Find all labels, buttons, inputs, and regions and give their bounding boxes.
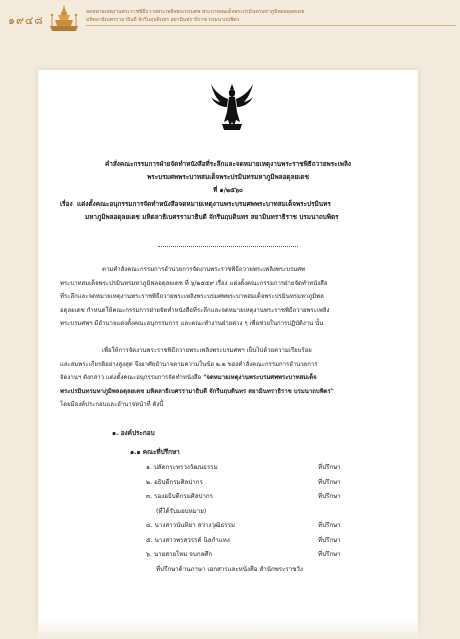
subject-block xyxy=(60,198,400,224)
book-title-quote: "จดหมายเหตุงานพระบรมศพพระบาทสมเด็จ xyxy=(201,374,317,381)
list-item xyxy=(146,477,406,492)
paragraph-1-line: อดุลยเดช กำหนดให้คณะกรรมการฝ่ายจัดทำหนังสือที่ระลึกและจดหมายเหตุงานพระราชพิธีถวายพระเพลิง xyxy=(60,306,330,314)
member-role: ที่ปรึกษา xyxy=(318,522,341,529)
member-note: ที่ปรึกษาด้านภาษา เอกสารและหนังสือ สำนักพระราชวัง xyxy=(156,565,303,573)
section-composition: ๑. องค์ประกอบ xyxy=(112,429,155,437)
paragraph-1-line: พระบรมศพฯ มีอำนาจแต่งตั้งคณะอนุกรรมการ และคณะทำงานฝ่ายต่าง ๆ เพื่อช่วยในการปฏิบัติงาน นั้น xyxy=(60,320,324,327)
garuda-emblem-icon xyxy=(210,82,254,132)
header-divider xyxy=(86,25,456,26)
list-item xyxy=(146,520,406,535)
paragraph-2-line: เพื่อให้การจัดงานพระราชพิธีถวายพระเพลิงพระบรมศพฯ เป็นไปด้วยความเรียบร้อย xyxy=(102,347,312,354)
member-role: ที่ปรึกษา xyxy=(318,478,341,486)
order-number: ที่ ๑/๒๕๖๐ xyxy=(213,186,243,194)
title-line-1: คำสั่งคณะกรรมการฝ่ายจัดทำหนังสือที่ระลึกและจดหมายเหตุงานพระราชพิธีถวายพระเพลิง xyxy=(104,160,352,168)
member-name: ๔. นางสาวนันทิยา สว่างวุฒิธรรม xyxy=(146,522,235,529)
list-item xyxy=(146,462,406,477)
member-role: ที่ปรึกษา xyxy=(318,464,341,471)
member-name: ๕. นางสาวพรสวรรค์ นิลกำแหง xyxy=(146,536,230,544)
header-title-line: จดหมายเหตุงานพระราชพิธีถวายพระเพลิงพระบรมศพ พระบาทสมเด็จพระปรมินทรมหาภูมิพลอดุลยเดช xyxy=(86,9,305,15)
paragraph-1 xyxy=(60,263,400,331)
document-sheet xyxy=(38,70,418,639)
member-name: ๒. อธิบดีกรมศิลปากร xyxy=(146,478,203,486)
paragraph-1-line: ตามคำสั่งคณะกรรมการอำนวยการจัดงานพระราชพิธีถวายพระเพลิงพระบรมศพ xyxy=(102,266,305,273)
list-item xyxy=(146,549,406,564)
royal-crest-icon xyxy=(46,4,82,34)
page-bottom-fade xyxy=(0,618,460,639)
paragraph-1-line: ที่ระลึกและจดหมายเหตุงานพระราชพิธีถวายพระเพลิงพระบรมศพพระบาทสมเด็จพระปรมินทรมหาภูมิพล xyxy=(60,293,324,300)
member-name: ๖. นายสายไหม จบกลศึก xyxy=(146,551,213,558)
subject-label: เรื่อง xyxy=(60,200,73,208)
paragraph-2-end: โดยมีองค์ประกอบและอำนาจหน้าที่ ดังนี้ xyxy=(60,401,164,408)
page-number: ๑๙๔๘ xyxy=(8,14,44,27)
paragraph-2-line: และสมพระเกียรติอย่างสูงสุด จึงอาศัยอำนาจตามความในข้อ ๒.๒ ของคำสั่งคณะกรรมการอำนวยการ xyxy=(60,360,318,368)
paragraph-2 xyxy=(60,344,400,412)
section-advisors: ๑.๑ คณะที่ปรึกษา xyxy=(130,448,180,456)
page-header xyxy=(0,0,460,38)
advisor-list xyxy=(146,462,406,578)
member-role: ที่ปรึกษา xyxy=(318,551,341,558)
member-name: ๑. ปลัดกระทรวงวัฒนธรรม xyxy=(146,464,218,471)
title-line-2: พระบรมศพพระบาทสมเด็จพระปรมินทรมหาภูมิพลอดุลยเดช xyxy=(147,173,309,181)
list-item xyxy=(146,535,406,550)
subject-line-1: แต่งตั้งคณะอนุกรรมการจัดทำหนังสือจดหมายเหตุงานพระบรมศพพระบาทสมเด็จพระปรมินทร xyxy=(77,200,331,208)
paragraph-1-line: พระบาทสมเด็จพระปรมินทรมหาภูมิพลอดุลยเดช ที่ ๖/๒๕๕๙ เรื่อง แต่งตั้งคณะกรรมการฝ่ายจัดทำหนังสือ xyxy=(60,279,328,287)
dotted-divider xyxy=(158,246,298,247)
header-subtitle-line: มหิตลาธิเบศรรามาธิบดี จักรีนฤบดินทร สยามินทราธิราช บรมนาถบพิตร xyxy=(86,17,240,23)
paragraph-2-line: จัดงานฯ ดังกล่าว แต่งตั้งคณะอนุกรรมการจัดทำหนังสือ xyxy=(60,374,202,381)
member-role: ที่ปรึกษา xyxy=(318,536,341,544)
list-item xyxy=(146,491,406,506)
member-note: (ที่ได้รับมอบหมาย) xyxy=(156,507,207,515)
order-title xyxy=(38,158,418,197)
subject-line-2: มหาภูมิพลอดุลยเดช มหิตลาธิเบศรรามาธิบดี จักรีนฤบดินทร สยามินทราธิราช บรมนาถบพิตร xyxy=(85,213,339,221)
member-role: ที่ปรึกษา xyxy=(318,493,341,500)
book-title-quote-cont: พระปรมินทรมหาภูมิพลอดุลยเดช มหิตลาธิเบศรรามาธิบดี จักรีนฤบดินทร สยามินทราธิราช บรมนาถบพิตร" xyxy=(60,387,334,395)
member-name: ๓. รองอธิบดีกรมศิลปากร xyxy=(146,493,214,500)
